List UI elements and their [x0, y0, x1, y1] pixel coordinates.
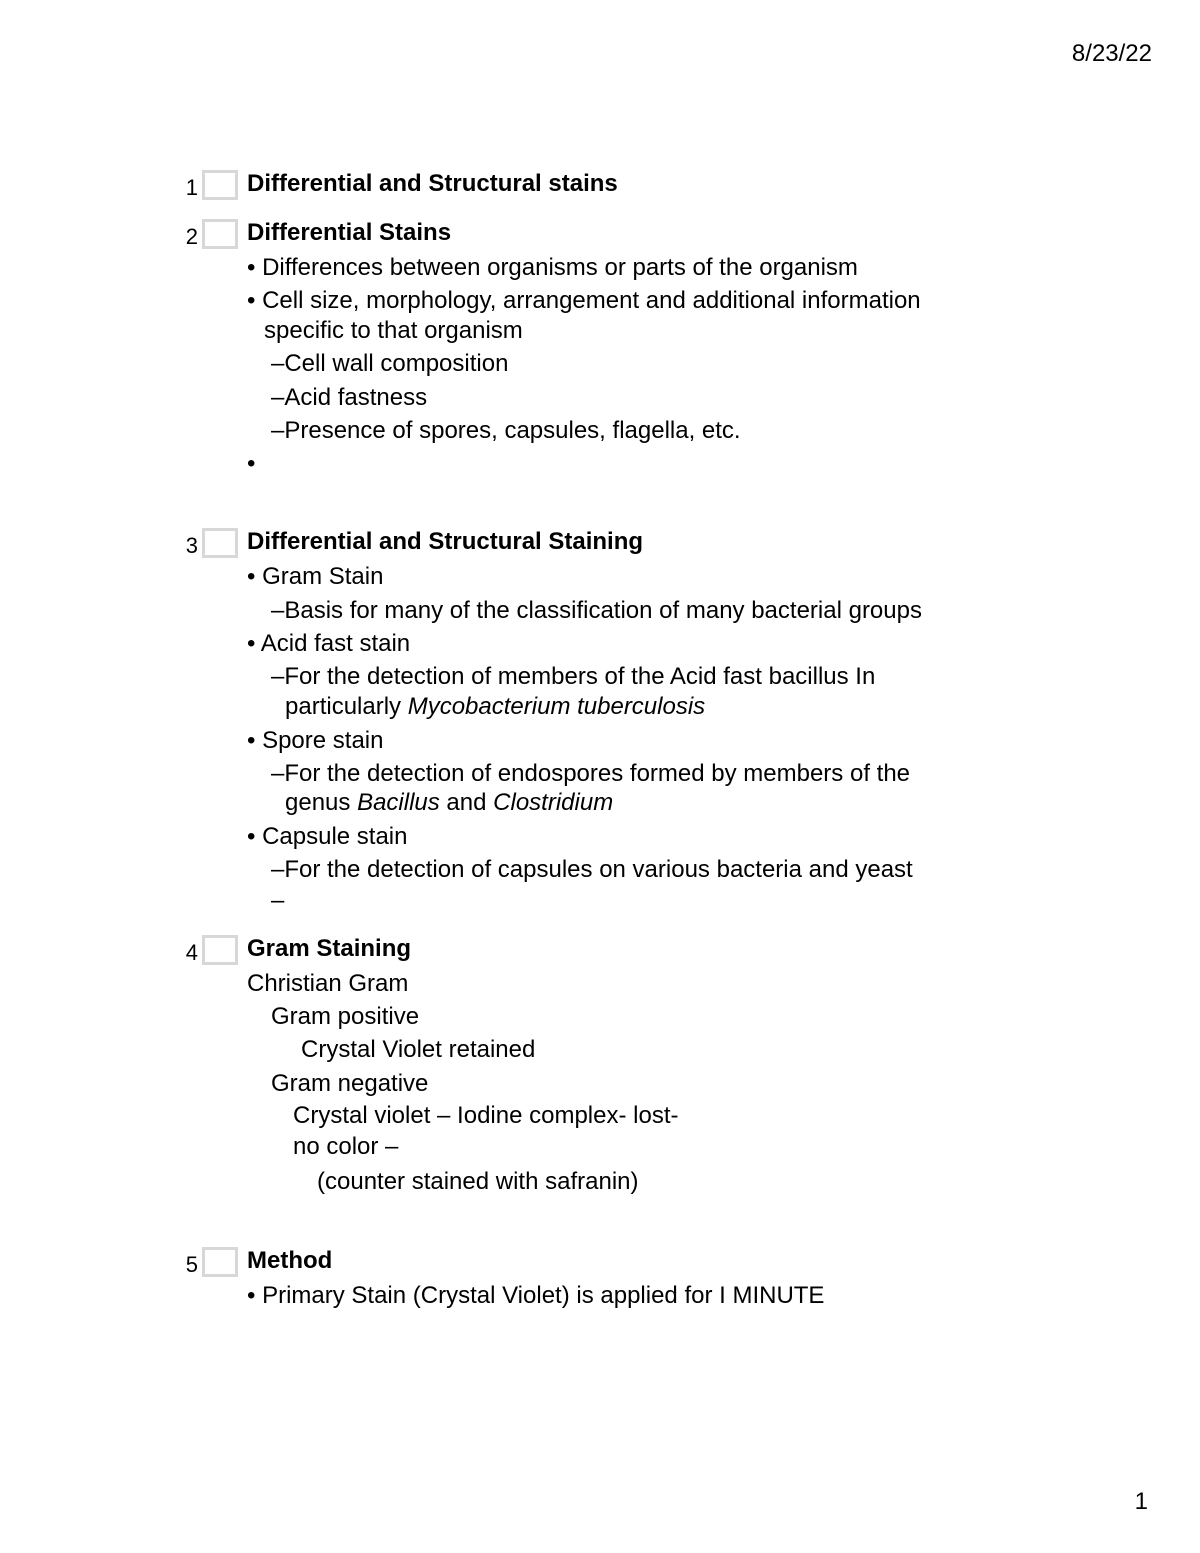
slide-title: Gram Staining: [247, 935, 412, 962]
sub-bullet-line: –Basis for many of the classification of many bacterial groups: [271, 597, 922, 624]
sub-bullet-line: –Acid fastness: [271, 384, 428, 411]
text-line: Crystal Violet retained: [301, 1036, 536, 1063]
bullet-line: • Capsule stain: [247, 823, 408, 850]
text-run: particularly: [285, 693, 408, 720]
text-run: genus: [285, 789, 358, 816]
bullet-line: • Primary Stain (Crystal Violet) is applied for I MINUTE: [247, 1282, 825, 1309]
slide-thumbnail[interactable]: [202, 935, 238, 965]
bullet-line: • Cell size, morphology, arrangement and additional information: [247, 287, 921, 314]
slide-thumbnail[interactable]: [202, 219, 238, 249]
sub-bullet-line: –Presence of spores, capsules, flagella, etc.: [271, 417, 741, 444]
genus-name: Clostridium: [493, 789, 614, 816]
slide-thumbnail[interactable]: [202, 528, 238, 558]
species-name: Mycobacterium tuberculosis: [407, 693, 706, 720]
slide-thumbnail[interactable]: [202, 170, 238, 200]
slide-thumbnail[interactable]: [202, 1247, 238, 1277]
slide-title: Differential Stains: [247, 219, 452, 246]
slide-title: Differential and Structural Staining: [247, 528, 644, 555]
bullet-line: • Gram Stain: [247, 563, 384, 590]
text-line: Gram negative: [271, 1070, 429, 1097]
bullet-line: •: [247, 450, 256, 477]
slide-number: 3: [185, 533, 198, 558]
bullet-line: • Spore stain: [247, 727, 384, 754]
bullet-line: specific to that organism: [264, 317, 523, 344]
slide-title: Differential and Structural stains: [247, 170, 618, 197]
sub-bullet-line: [285, 788, 613, 818]
sub-bullet-line: –For the detection of members of the Acid fast bacillus In: [271, 663, 876, 690]
slide-number: 1: [185, 175, 198, 200]
date: 8/23/22: [1071, 40, 1152, 67]
text-line: (counter stained with safranin): [317, 1168, 639, 1195]
text-run: and: [439, 789, 494, 816]
genus-name: Bacillus: [357, 789, 440, 816]
text-line: Christian Gram: [247, 970, 409, 997]
sub-bullet-line: –Cell wall composition: [271, 350, 509, 377]
slide-number: 2: [185, 224, 198, 249]
bullet-line: • Differences between organisms or parts of the organism: [247, 254, 858, 281]
page-number: 1: [1134, 1488, 1148, 1515]
text-line: no color –: [293, 1133, 399, 1160]
slide-title: Method: [247, 1247, 333, 1274]
slide-number: 5: [185, 1252, 198, 1277]
sub-bullet-line: –: [271, 887, 285, 914]
slide-number: 4: [185, 940, 198, 965]
sub-bullet-line: [285, 692, 705, 722]
text-line: Gram positive: [271, 1003, 420, 1030]
sub-bullet-line: –For the detection of capsules on various bacteria and yeast: [271, 856, 913, 883]
text-line: Crystal violet – Iodine complex- lost-: [293, 1102, 679, 1129]
bullet-line: • Acid fast stain: [247, 630, 411, 657]
sub-bullet-line: –For the detection of endospores formed by members of the: [271, 760, 911, 787]
